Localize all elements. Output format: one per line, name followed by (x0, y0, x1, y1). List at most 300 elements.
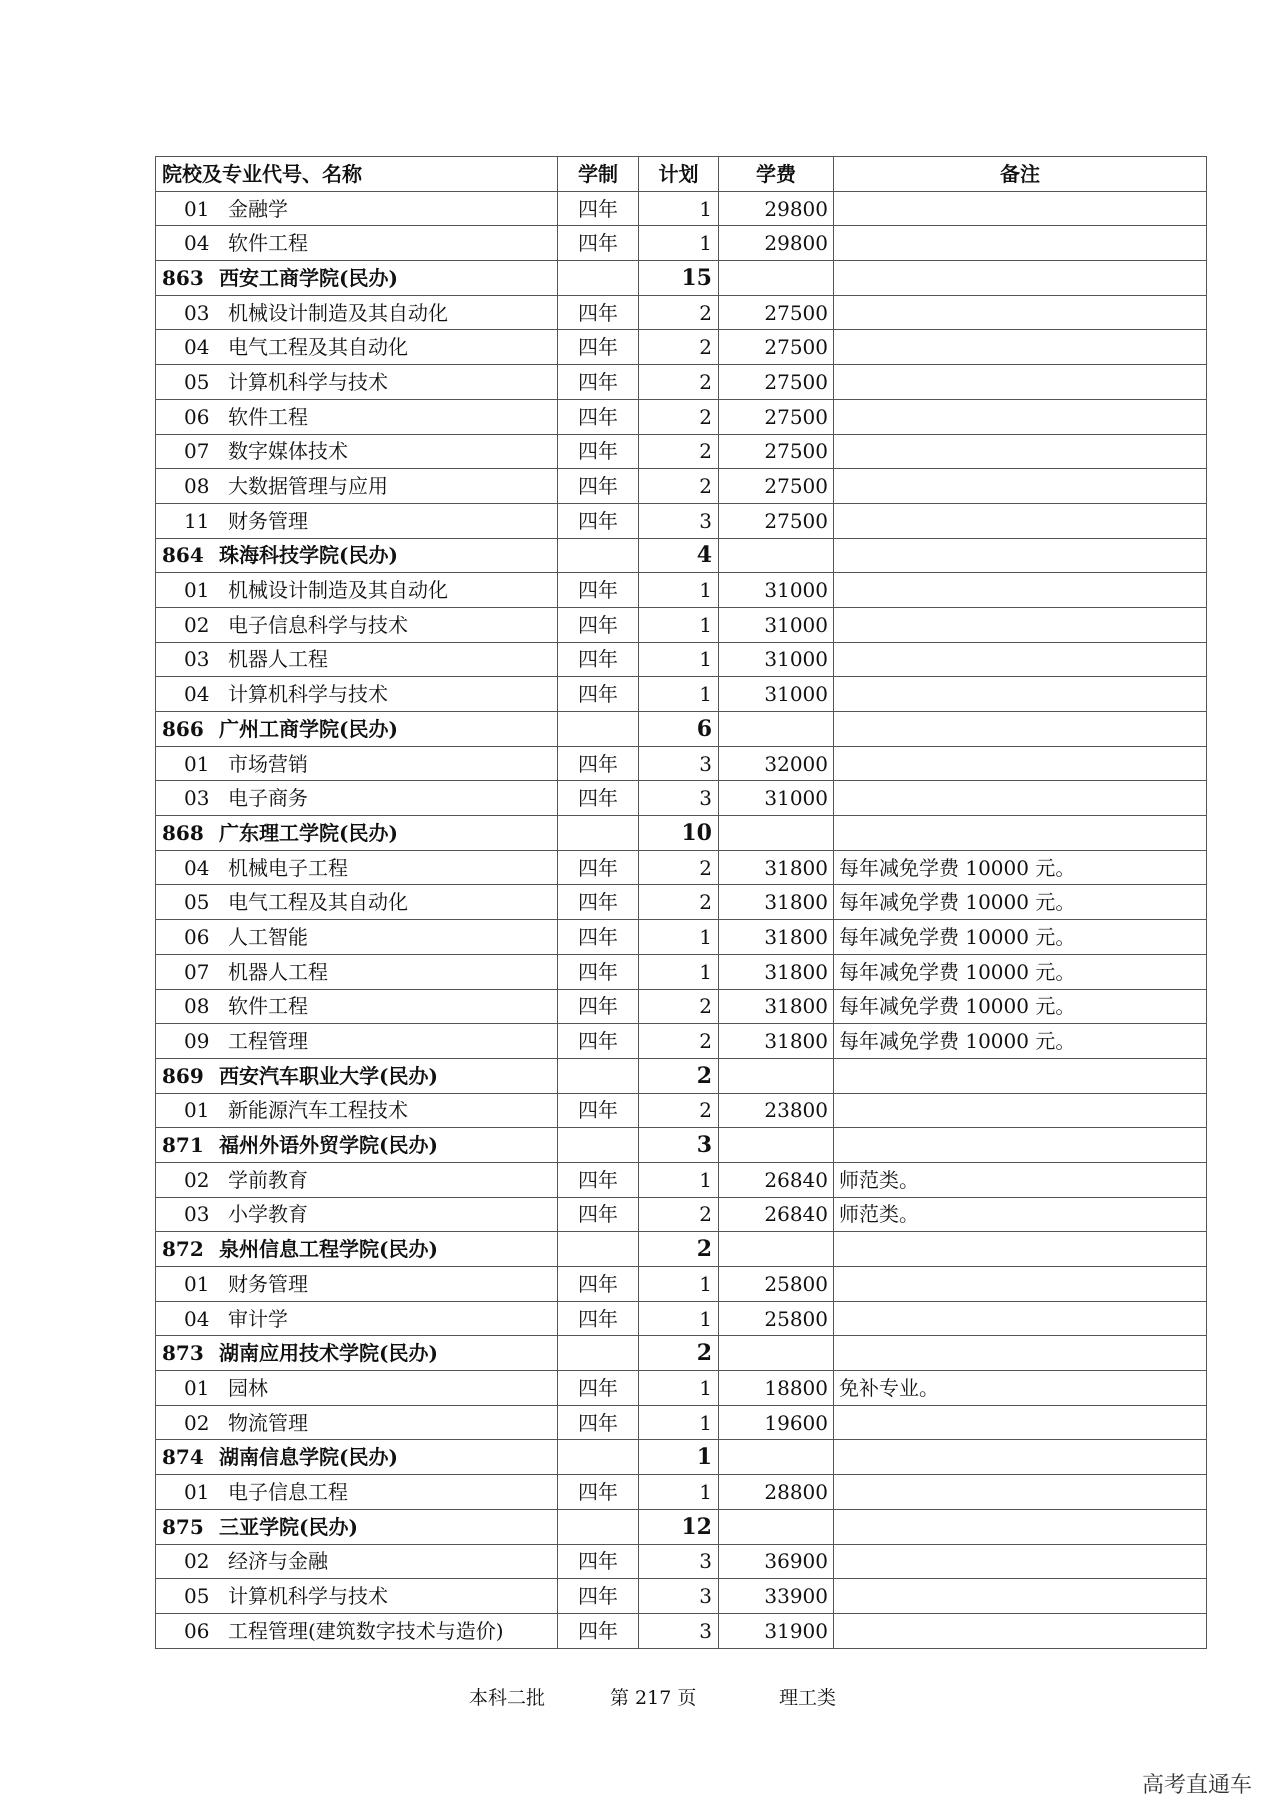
major-name-cell (156, 1093, 558, 1128)
school-name: 泉州信息工程学院(民办) (219, 1237, 438, 1262)
major-name: 软件工程 (228, 231, 308, 256)
major-fee: 26840 (719, 1162, 834, 1197)
school-duration-cell (558, 261, 639, 296)
major-name: 审计学 (228, 1306, 288, 1331)
major-fee: 23800 (719, 1093, 834, 1128)
major-fee: 31900 (719, 1613, 834, 1648)
major-plan: 3 (639, 781, 719, 816)
major-duration: 四年 (558, 1544, 639, 1579)
major-duration: 四年 (558, 989, 639, 1024)
major-note: 每年减免学费 10000 元。 (834, 1024, 1207, 1059)
school-name-cell (156, 538, 558, 573)
school-fee-cell (719, 261, 834, 296)
major-note (834, 1544, 1207, 1579)
school-duration-cell (558, 816, 639, 851)
school-note-cell (834, 1128, 1207, 1163)
school-code: 874 (162, 1445, 204, 1470)
major-name: 市场营销 (228, 751, 308, 776)
school-name-cell (156, 816, 558, 851)
school-plan-total: 10 (639, 816, 719, 851)
major-plan: 2 (639, 1024, 719, 1059)
major-code: 03 (184, 300, 210, 325)
major-note (834, 746, 1207, 781)
major-fee: 33900 (719, 1579, 834, 1614)
watermark: 高考直通车 (1141, 1773, 1252, 1798)
major-name: 大数据管理与应用 (228, 474, 388, 499)
major-code: 04 (184, 231, 210, 256)
major-duration: 四年 (558, 1197, 639, 1232)
major-name-cell (156, 781, 558, 816)
major-name: 机器人工程 (228, 647, 328, 672)
major-name-cell (156, 1544, 558, 1579)
major-note (834, 1301, 1207, 1336)
major-note (834, 677, 1207, 712)
school-name: 广东理工学院(民办) (219, 820, 398, 845)
major-name: 园林 (228, 1375, 268, 1400)
major-row (156, 330, 1207, 365)
major-name: 学前教育 (228, 1167, 308, 1192)
school-note-cell (834, 1232, 1207, 1267)
major-fee: 19600 (719, 1405, 834, 1440)
major-row (156, 1301, 1207, 1336)
school-code: 869 (162, 1063, 204, 1088)
major-name-cell (156, 850, 558, 885)
major-row (156, 642, 1207, 677)
major-row (156, 1405, 1207, 1440)
header-fee: 学费 (719, 157, 834, 192)
major-code: 05 (184, 369, 210, 394)
major-name: 工程管理 (228, 1029, 308, 1054)
major-fee: 31000 (719, 573, 834, 608)
major-plan: 1 (639, 642, 719, 677)
school-duration-cell (558, 712, 639, 747)
major-duration: 四年 (558, 469, 639, 504)
school-fee-cell (719, 1336, 834, 1371)
major-note (834, 1579, 1207, 1614)
major-code: 02 (184, 1167, 210, 1192)
school-fee-cell (719, 1058, 834, 1093)
major-plan: 1 (639, 1405, 719, 1440)
major-note (834, 1093, 1207, 1128)
major-fee: 25800 (719, 1301, 834, 1336)
major-row (156, 1544, 1207, 1579)
school-row (156, 1440, 1207, 1475)
school-note-cell (834, 261, 1207, 296)
major-code: 01 (184, 751, 210, 776)
major-code: 01 (184, 1098, 210, 1123)
major-plan: 3 (639, 1579, 719, 1614)
major-name: 计算机科学与技术 (228, 682, 388, 707)
major-duration: 四年 (558, 295, 639, 330)
major-fee: 25800 (719, 1267, 834, 1302)
admissions-table (155, 156, 1207, 1649)
major-code: 08 (184, 994, 210, 1019)
major-code: 08 (184, 474, 210, 499)
major-note (834, 434, 1207, 469)
major-fee: 32000 (719, 746, 834, 781)
school-plan-total: 2 (639, 1058, 719, 1093)
major-code: 01 (184, 578, 210, 603)
major-plan: 2 (639, 365, 719, 400)
major-name: 机械设计制造及其自动化 (228, 300, 448, 325)
major-plan: 2 (639, 989, 719, 1024)
major-duration: 四年 (558, 1613, 639, 1648)
major-code: 11 (184, 508, 210, 533)
major-fee: 31000 (719, 642, 834, 677)
major-name-cell (156, 1267, 558, 1302)
major-name: 经济与金融 (228, 1549, 328, 1574)
major-code: 03 (184, 647, 210, 672)
major-note: 每年减免学费 10000 元。 (834, 989, 1207, 1024)
major-name-cell (156, 1579, 558, 1614)
footer-category: 理工类 (779, 1687, 837, 1709)
school-name: 广州工商学院(民办) (219, 716, 398, 741)
major-note: 免补专业。 (834, 1371, 1207, 1406)
school-fee-cell (719, 712, 834, 747)
major-plan: 3 (639, 503, 719, 538)
major-duration: 四年 (558, 191, 639, 226)
school-name: 西安汽车职业大学(民办) (219, 1063, 438, 1088)
major-name: 电子信息工程 (228, 1479, 348, 1504)
major-note: 每年减免学费 10000 元。 (834, 920, 1207, 955)
major-fee: 26840 (719, 1197, 834, 1232)
major-name-cell (156, 1371, 558, 1406)
major-code: 01 (184, 1271, 210, 1296)
major-name: 数字媒体技术 (228, 439, 348, 464)
major-code: 04 (184, 682, 210, 707)
school-row (156, 1509, 1207, 1544)
major-name-cell (156, 1475, 558, 1510)
major-duration: 四年 (558, 434, 639, 469)
school-plan-total: 1 (639, 1440, 719, 1475)
major-plan: 1 (639, 607, 719, 642)
major-row (156, 850, 1207, 885)
major-fee: 28800 (719, 1475, 834, 1510)
major-row (156, 1613, 1207, 1648)
major-fee: 31800 (719, 989, 834, 1024)
major-row (156, 365, 1207, 400)
major-name-cell (156, 191, 558, 226)
major-fee: 27500 (719, 330, 834, 365)
major-row (156, 1371, 1207, 1406)
major-plan: 2 (639, 295, 719, 330)
school-note-cell (834, 816, 1207, 851)
major-duration: 四年 (558, 1301, 639, 1336)
school-code: 875 (162, 1514, 204, 1539)
major-duration: 四年 (558, 365, 639, 400)
major-plan: 3 (639, 746, 719, 781)
major-fee: 27500 (719, 365, 834, 400)
school-note-cell (834, 1440, 1207, 1475)
major-row (156, 573, 1207, 608)
major-name-cell (156, 642, 558, 677)
school-name-cell (156, 1232, 558, 1267)
major-note (834, 330, 1207, 365)
major-note (834, 1405, 1207, 1440)
major-row (156, 781, 1207, 816)
major-code: 05 (184, 1584, 210, 1609)
major-row (156, 1093, 1207, 1128)
major-row (156, 1162, 1207, 1197)
header-duration: 学制 (558, 157, 639, 192)
school-name: 三亚学院(民办) (219, 1514, 358, 1539)
major-plan: 2 (639, 1093, 719, 1128)
major-duration: 四年 (558, 1371, 639, 1406)
school-duration-cell (558, 538, 639, 573)
major-name-cell (156, 503, 558, 538)
school-row (156, 1336, 1207, 1371)
school-duration-cell (558, 1509, 639, 1544)
major-row (156, 1579, 1207, 1614)
major-row (156, 677, 1207, 712)
major-plan: 2 (639, 850, 719, 885)
table-body (156, 191, 1207, 1648)
school-name: 湖南信息学院(民办) (219, 1445, 398, 1470)
major-name: 机器人工程 (228, 959, 328, 984)
major-code: 03 (184, 1202, 210, 1227)
major-name-cell (156, 399, 558, 434)
major-row (156, 295, 1207, 330)
major-fee: 27500 (719, 434, 834, 469)
major-name-cell (156, 920, 558, 955)
school-plan-total: 6 (639, 712, 719, 747)
major-code: 04 (184, 855, 210, 880)
major-duration: 四年 (558, 573, 639, 608)
major-note (834, 295, 1207, 330)
school-row (156, 816, 1207, 851)
header-note: 备注 (834, 157, 1207, 192)
major-name: 计算机科学与技术 (228, 369, 388, 394)
major-duration: 四年 (558, 746, 639, 781)
school-name-cell (156, 261, 558, 296)
school-code: 872 (162, 1237, 204, 1262)
school-duration-cell (558, 1232, 639, 1267)
school-name-cell (156, 1058, 558, 1093)
header-plan: 计划 (639, 157, 719, 192)
major-plan: 1 (639, 1301, 719, 1336)
major-note: 每年减免学费 10000 元。 (834, 850, 1207, 885)
major-fee: 31000 (719, 677, 834, 712)
major-fee: 27500 (719, 295, 834, 330)
major-row (156, 399, 1207, 434)
major-name-cell (156, 989, 558, 1024)
school-note-cell (834, 1336, 1207, 1371)
major-code: 09 (184, 1029, 210, 1054)
major-row (156, 469, 1207, 504)
major-row (156, 226, 1207, 261)
major-note (834, 365, 1207, 400)
major-code: 06 (184, 404, 210, 429)
major-duration: 四年 (558, 677, 639, 712)
major-name-cell (156, 434, 558, 469)
major-fee: 29800 (719, 191, 834, 226)
major-name-cell (156, 1024, 558, 1059)
major-fee: 27500 (719, 399, 834, 434)
school-duration-cell (558, 1336, 639, 1371)
major-duration: 四年 (558, 920, 639, 955)
school-plan-total: 4 (639, 538, 719, 573)
major-name-cell (156, 1613, 558, 1648)
major-name: 软件工程 (228, 404, 308, 429)
major-fee: 31000 (719, 607, 834, 642)
school-note-cell (834, 712, 1207, 747)
major-note (834, 573, 1207, 608)
major-duration: 四年 (558, 781, 639, 816)
major-note (834, 503, 1207, 538)
major-plan: 3 (639, 1544, 719, 1579)
admissions-table-container (155, 156, 1195, 1649)
major-note (834, 781, 1207, 816)
major-row (156, 1475, 1207, 1510)
major-duration: 四年 (558, 1024, 639, 1059)
major-note: 师范类。 (834, 1162, 1207, 1197)
school-plan-total: 12 (639, 1509, 719, 1544)
major-duration: 四年 (558, 607, 639, 642)
major-name: 电子信息科学与技术 (228, 612, 408, 637)
school-code: 864 (162, 543, 204, 568)
major-name: 财务管理 (228, 508, 308, 533)
school-note-cell (834, 1058, 1207, 1093)
major-note: 每年减免学费 10000 元。 (834, 885, 1207, 920)
school-name-cell (156, 1440, 558, 1475)
major-plan: 1 (639, 920, 719, 955)
major-duration: 四年 (558, 503, 639, 538)
school-note-cell (834, 1509, 1207, 1544)
major-code: 01 (184, 1479, 210, 1504)
major-note (834, 642, 1207, 677)
school-plan-total: 2 (639, 1232, 719, 1267)
school-fee-cell (719, 816, 834, 851)
major-plan: 1 (639, 191, 719, 226)
school-name: 福州外语外贸学院(民办) (219, 1133, 438, 1158)
major-name: 计算机科学与技术 (228, 1584, 388, 1609)
major-row (156, 920, 1207, 955)
major-note (834, 1613, 1207, 1648)
major-fee: 31000 (719, 781, 834, 816)
school-code: 873 (162, 1341, 204, 1366)
major-plan: 1 (639, 954, 719, 989)
school-plan-total: 3 (639, 1128, 719, 1163)
major-row (156, 746, 1207, 781)
major-name-cell (156, 1301, 558, 1336)
major-name: 新能源汽车工程技术 (228, 1098, 408, 1123)
major-plan: 1 (639, 677, 719, 712)
school-duration-cell (558, 1128, 639, 1163)
major-name-cell (156, 1405, 558, 1440)
major-row (156, 989, 1207, 1024)
major-name: 物流管理 (228, 1410, 308, 1435)
school-code: 871 (162, 1133, 204, 1158)
header-name: 院校及专业代号、名称 (156, 157, 558, 192)
major-fee: 36900 (719, 1544, 834, 1579)
major-name: 电气工程及其自动化 (228, 890, 408, 915)
major-plan: 1 (639, 573, 719, 608)
major-row (156, 1024, 1207, 1059)
major-note (834, 1267, 1207, 1302)
school-fee-cell (719, 538, 834, 573)
school-duration-cell (558, 1058, 639, 1093)
major-code: 07 (184, 959, 210, 984)
school-fee-cell (719, 1128, 834, 1163)
school-code: 868 (162, 820, 204, 845)
major-duration: 四年 (558, 642, 639, 677)
school-name-cell (156, 1509, 558, 1544)
major-code: 04 (184, 335, 210, 360)
major-note (834, 226, 1207, 261)
major-plan: 1 (639, 1371, 719, 1406)
major-name-cell (156, 885, 558, 920)
major-fee: 29800 (719, 226, 834, 261)
major-row (156, 607, 1207, 642)
major-code: 06 (184, 924, 210, 949)
major-duration: 四年 (558, 226, 639, 261)
major-name-cell (156, 295, 558, 330)
major-note (834, 1475, 1207, 1510)
major-name-cell (156, 607, 558, 642)
major-note: 每年减免学费 10000 元。 (834, 954, 1207, 989)
page-footer (0, 1683, 1280, 1707)
major-name-cell (156, 330, 558, 365)
major-code: 01 (184, 196, 210, 221)
school-fee-cell (719, 1232, 834, 1267)
major-note (834, 191, 1207, 226)
major-duration: 四年 (558, 1579, 639, 1614)
major-note (834, 607, 1207, 642)
major-name-cell (156, 1162, 558, 1197)
table-header-row (156, 157, 1207, 192)
major-row (156, 1267, 1207, 1302)
major-plan: 1 (639, 1162, 719, 1197)
school-name-cell (156, 1128, 558, 1163)
major-name: 电气工程及其自动化 (228, 335, 408, 360)
major-row (156, 191, 1207, 226)
major-fee: 27500 (719, 469, 834, 504)
major-name: 软件工程 (228, 994, 308, 1019)
school-row (156, 261, 1207, 296)
major-note: 师范类。 (834, 1197, 1207, 1232)
major-duration: 四年 (558, 1475, 639, 1510)
school-name: 湖南应用技术学院(民办) (219, 1341, 438, 1366)
major-name: 工程管理(建筑数字技术与造价) (228, 1618, 504, 1643)
major-name-cell (156, 365, 558, 400)
major-plan: 2 (639, 330, 719, 365)
major-name: 机械电子工程 (228, 855, 348, 880)
major-fee: 31800 (719, 920, 834, 955)
school-row (156, 1128, 1207, 1163)
major-fee: 31800 (719, 1024, 834, 1059)
major-duration: 四年 (558, 330, 639, 365)
major-duration: 四年 (558, 954, 639, 989)
major-plan: 3 (639, 1613, 719, 1648)
major-name: 机械设计制造及其自动化 (228, 578, 448, 603)
school-row (156, 538, 1207, 573)
major-duration: 四年 (558, 399, 639, 434)
major-code: 07 (184, 439, 210, 464)
major-plan: 1 (639, 1267, 719, 1302)
major-row (156, 434, 1207, 469)
major-duration: 四年 (558, 1405, 639, 1440)
major-fee: 31800 (719, 850, 834, 885)
school-name: 西安工商学院(民办) (219, 265, 398, 290)
school-plan-total: 2 (639, 1336, 719, 1371)
school-plan-total: 15 (639, 261, 719, 296)
major-name-cell (156, 677, 558, 712)
major-duration: 四年 (558, 1267, 639, 1302)
major-name-cell (156, 573, 558, 608)
school-name: 珠海科技学院(民办) (219, 543, 398, 568)
major-fee: 31800 (719, 885, 834, 920)
school-row (156, 1058, 1207, 1093)
